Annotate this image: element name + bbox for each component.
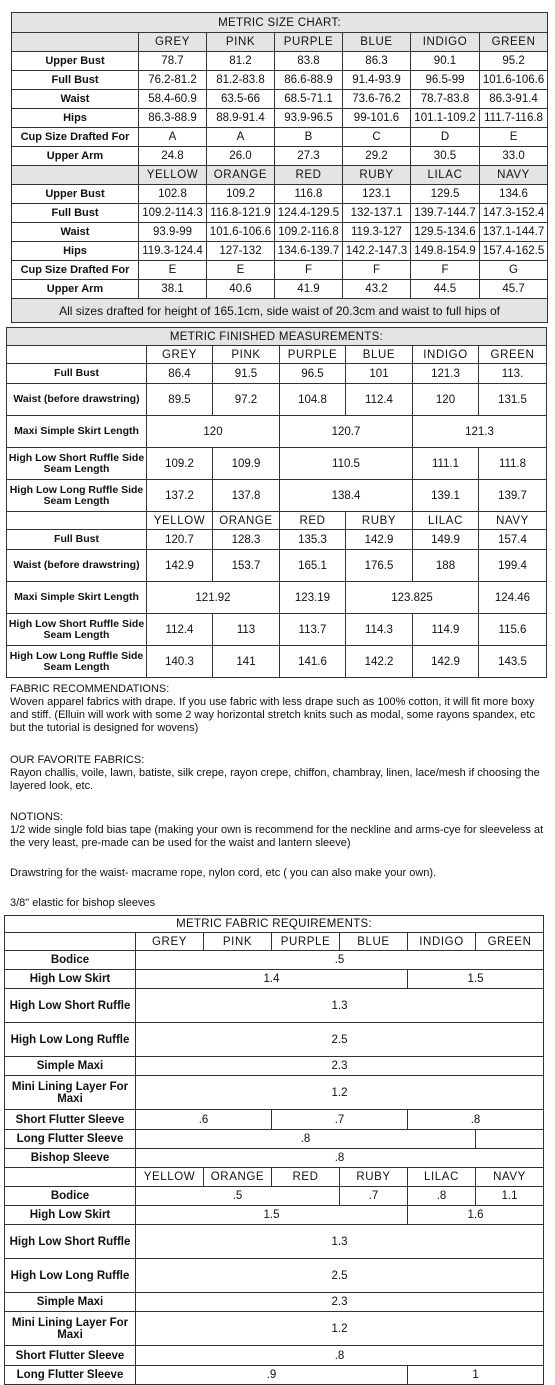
cell: 127-132 bbox=[207, 242, 275, 261]
cell: F bbox=[343, 261, 411, 280]
cell: 114.9 bbox=[413, 614, 479, 646]
cell: 44.5 bbox=[411, 280, 480, 299]
cell: 134.6 bbox=[480, 185, 548, 204]
cell: 149.8-154.9 bbox=[411, 242, 480, 261]
cell: 68.5-71.1 bbox=[275, 90, 343, 109]
cell: 120 bbox=[413, 384, 479, 416]
row-label: Mini Lining Layer For Maxi bbox=[5, 1312, 136, 1346]
cell: 139.7-144.7 bbox=[411, 204, 480, 223]
cell: .7 bbox=[272, 1110, 408, 1130]
row-label: Full Bust bbox=[7, 530, 147, 550]
cell: 147.3-152.4 bbox=[480, 204, 548, 223]
row-label: Maxi Simple Skirt Length bbox=[7, 416, 147, 448]
size-header: BLUE bbox=[343, 33, 411, 52]
size-header: PURPLE bbox=[272, 933, 340, 951]
size-header: ORANGE bbox=[207, 166, 275, 185]
cell: 140.3 bbox=[147, 646, 213, 678]
row-label: High Low Short Ruffle Side Seam Length bbox=[7, 614, 147, 646]
fabric-req-title: METRIC FABRIC REQUIREMENTS: bbox=[5, 916, 544, 933]
cell: 137.2 bbox=[147, 480, 213, 512]
cell: 91.4-93.9 bbox=[343, 71, 411, 90]
cell: 104.8 bbox=[280, 384, 346, 416]
size-header: RUBY bbox=[346, 512, 413, 530]
cell: 142.9 bbox=[147, 550, 213, 582]
row-label: Waist (before drawstring) bbox=[7, 384, 147, 416]
cell: 121.3 bbox=[413, 364, 479, 384]
cell: 45.7 bbox=[480, 280, 548, 299]
cell: 30.5 bbox=[411, 147, 480, 166]
cell: 1.3 bbox=[136, 989, 544, 1023]
row-label: High Low Short Ruffle bbox=[5, 989, 136, 1023]
cell: 135.3 bbox=[280, 530, 346, 550]
cell: 137.1-144.7 bbox=[480, 223, 548, 242]
row-label: Upper Bust bbox=[12, 185, 139, 204]
cell: 83.8 bbox=[275, 52, 343, 71]
cell: E bbox=[207, 261, 275, 280]
cell: 119.3-124.4 bbox=[139, 242, 207, 261]
cell: 112.4 bbox=[147, 614, 213, 646]
cell: 116.8-121.9 bbox=[207, 204, 275, 223]
cell: 88.9-91.4 bbox=[207, 109, 275, 128]
cell: 165.1 bbox=[280, 550, 346, 582]
cell: 1.3 bbox=[136, 1225, 544, 1259]
cell: 132-137.1 bbox=[343, 204, 411, 223]
cell: 102.8 bbox=[139, 185, 207, 204]
cell: 86.3-91.4 bbox=[480, 90, 548, 109]
cell: 90.1 bbox=[411, 52, 480, 71]
size-header: INDIGO bbox=[413, 346, 479, 364]
size-header: ORANGE bbox=[204, 1168, 272, 1187]
row-label: Full Bust bbox=[7, 364, 147, 384]
cell: 143.5 bbox=[479, 646, 547, 678]
cell: 89.5 bbox=[147, 384, 213, 416]
cell: 111.1 bbox=[413, 448, 479, 480]
size-header: INDIGO bbox=[411, 33, 480, 52]
cell: 123.825 bbox=[346, 582, 479, 614]
cell: .5 bbox=[136, 951, 544, 970]
cell: 199.4 bbox=[479, 550, 547, 582]
row-label: Full Bust bbox=[12, 204, 139, 223]
cell: 101.6-106.6 bbox=[207, 223, 275, 242]
cell: 81.2-83.8 bbox=[207, 71, 275, 90]
drawstring-note: Drawstring for the waist- macrame rope, nylon cord, etc ( you can also make your own). bbox=[10, 867, 437, 879]
cell: C bbox=[343, 128, 411, 147]
cell: 124.46 bbox=[479, 582, 547, 614]
size-header: RUBY bbox=[340, 1168, 408, 1187]
cell: A bbox=[139, 128, 207, 147]
row-label: High Low Long Ruffle bbox=[5, 1023, 136, 1057]
cell: 142.9 bbox=[346, 530, 413, 550]
cell: 101.6-106.6 bbox=[480, 71, 548, 90]
size-header: PINK bbox=[204, 933, 272, 951]
size-header: ORANGE bbox=[213, 512, 280, 530]
cell: 93.9-99 bbox=[139, 223, 207, 242]
row-label: Long Flutter Sleeve bbox=[5, 1366, 136, 1385]
header-blank bbox=[5, 1168, 136, 1187]
cell: 139.1 bbox=[413, 480, 479, 512]
cell: 110.5 bbox=[280, 448, 413, 480]
cell: E bbox=[139, 261, 207, 280]
row-label: High Low Long Ruffle bbox=[5, 1259, 136, 1293]
row-label: Cup Size Drafted For bbox=[12, 261, 139, 280]
cell: 120.7 bbox=[280, 416, 413, 448]
size-header: LILAC bbox=[408, 1168, 476, 1187]
cell: 157.4 bbox=[479, 530, 547, 550]
header-blank bbox=[7, 512, 147, 530]
elastic-note: 3/8" elastic for bishop sleeves bbox=[10, 897, 156, 909]
size-chart-table bbox=[11, 12, 548, 323]
cell: 1.5 bbox=[136, 1206, 408, 1225]
cell: 96.5-99 bbox=[411, 71, 480, 90]
cell: 120 bbox=[147, 416, 280, 448]
cell: 1.2 bbox=[136, 1312, 544, 1346]
notions-heading: NOTIONS: bbox=[10, 811, 64, 823]
row-label: Upper Arm bbox=[12, 147, 139, 166]
size-header: NAVY bbox=[480, 166, 548, 185]
cell: 115.6 bbox=[479, 614, 547, 646]
size-chart-note: All sizes drafted for height of 165.1cm, side waist of 20.3cm and waist to full hips of bbox=[12, 299, 548, 323]
cell: 96.5 bbox=[280, 364, 346, 384]
cell: 128.3 bbox=[213, 530, 280, 550]
cell: .8 bbox=[136, 1130, 476, 1149]
cell: 86.3 bbox=[343, 52, 411, 71]
cell: .5 bbox=[136, 1187, 340, 1206]
cell: 139.7 bbox=[479, 480, 547, 512]
cell: 73.6-76.2 bbox=[343, 90, 411, 109]
size-header: LILAC bbox=[413, 512, 479, 530]
cell: .8 bbox=[136, 1149, 544, 1168]
cell: 111.7-116.8 bbox=[480, 109, 548, 128]
row-label: Simple Maxi bbox=[5, 1057, 136, 1076]
cell: 113. bbox=[479, 364, 547, 384]
cell: G bbox=[480, 261, 548, 280]
cell: 86.4 bbox=[147, 364, 213, 384]
row-label: Mini Lining Layer For Maxi bbox=[5, 1076, 136, 1110]
header-blank bbox=[12, 33, 139, 52]
cell: 29.2 bbox=[343, 147, 411, 166]
row-label: Full Bust bbox=[12, 71, 139, 90]
cell: 2.3 bbox=[136, 1293, 544, 1312]
cell: .8 bbox=[408, 1110, 544, 1130]
row-label: Cup Size Drafted For bbox=[12, 128, 139, 147]
header-blank bbox=[12, 166, 139, 185]
cell: 121.92 bbox=[147, 582, 280, 614]
size-header: RED bbox=[280, 512, 346, 530]
cell: 120.7 bbox=[147, 530, 213, 550]
size-header: BLUE bbox=[346, 346, 413, 364]
size-header: RED bbox=[272, 1168, 340, 1187]
cell: D bbox=[411, 128, 480, 147]
row-label: High Low Short Ruffle bbox=[5, 1225, 136, 1259]
cell: 2.3 bbox=[136, 1057, 544, 1076]
favorite-body: Rayon challis, voile, lawn, batiste, silk crepe, rayon crepe, chiffon, chambray, linen, lace/mesh if choosing the layered look, etc. bbox=[10, 767, 540, 792]
cell: 149.9 bbox=[413, 530, 479, 550]
cell: 24.8 bbox=[139, 147, 207, 166]
cell: 121.3 bbox=[413, 416, 547, 448]
size-header: YELLOW bbox=[147, 512, 213, 530]
header-blank bbox=[5, 933, 136, 951]
fabric-body: Woven apparel fabrics with drape. If you use fabric with less drape such as 100% cotton, it will fit more boxy and stiff. (Elluin will work with some 2 way horizontal stretch knits such as modal, some rayons spandex, etc but the tutorial is designed for wovens) bbox=[10, 696, 535, 734]
row-label: Hips bbox=[12, 242, 139, 261]
cell: 78.7 bbox=[139, 52, 207, 71]
size-header: GREEN bbox=[479, 346, 547, 364]
size-header: INDIGO bbox=[408, 933, 476, 951]
cell: 176.5 bbox=[346, 550, 413, 582]
size-header: YELLOW bbox=[136, 1168, 204, 1187]
cell: 113 bbox=[213, 614, 280, 646]
cell: 26.0 bbox=[207, 147, 275, 166]
size-header: RUBY bbox=[343, 166, 411, 185]
row-label: Bishop Sleeve bbox=[5, 1149, 136, 1168]
cell: 119.3-127 bbox=[343, 223, 411, 242]
cell: 124.4-129.5 bbox=[275, 204, 343, 223]
cell: 114.3 bbox=[346, 614, 413, 646]
cell: 41.9 bbox=[275, 280, 343, 299]
cell: 141.6 bbox=[280, 646, 346, 678]
size-header: GREY bbox=[139, 33, 207, 52]
cell: E bbox=[480, 128, 548, 147]
size-header: GREY bbox=[147, 346, 213, 364]
row-label: High Low Skirt bbox=[5, 970, 136, 989]
cell: 142.2-147.3 bbox=[343, 242, 411, 261]
cell: 101 bbox=[346, 364, 413, 384]
cell: 134.6-139.7 bbox=[275, 242, 343, 261]
size-header: GREY bbox=[136, 933, 204, 951]
size-header: GREEN bbox=[480, 33, 548, 52]
row-label: Upper Arm bbox=[12, 280, 139, 299]
cell-empty bbox=[476, 1130, 544, 1149]
size-header: BLUE bbox=[340, 933, 408, 951]
cell: 123.19 bbox=[280, 582, 346, 614]
row-label: Long Flutter Sleeve bbox=[5, 1130, 136, 1149]
cell: 109.2-114.3 bbox=[139, 204, 207, 223]
cell: 109.2 bbox=[207, 185, 275, 204]
cell: 142.9 bbox=[413, 646, 479, 678]
cell: 142.2 bbox=[346, 646, 413, 678]
cell: 27.3 bbox=[275, 147, 343, 166]
row-label: High Low Skirt bbox=[5, 1206, 136, 1225]
cell: 123.1 bbox=[343, 185, 411, 204]
cell: 131.5 bbox=[479, 384, 547, 416]
cell: 76.2-81.2 bbox=[139, 71, 207, 90]
row-label: Simple Maxi bbox=[5, 1293, 136, 1312]
row-label: Hips bbox=[12, 109, 139, 128]
cell: 101.1-109.2 bbox=[411, 109, 480, 128]
cell: F bbox=[411, 261, 480, 280]
cell: 109.9 bbox=[213, 448, 280, 480]
cell: 141 bbox=[213, 646, 280, 678]
cell: 58.4-60.9 bbox=[139, 90, 207, 109]
cell: 91.5 bbox=[213, 364, 280, 384]
finished-title: METRIC FINISHED MEASUREMENTS: bbox=[7, 328, 547, 346]
cell: .7 bbox=[340, 1187, 408, 1206]
cell: 1.6 bbox=[408, 1206, 544, 1225]
cell: 1.4 bbox=[136, 970, 408, 989]
cell: 38.1 bbox=[139, 280, 207, 299]
size-header: PINK bbox=[207, 33, 275, 52]
cell: 116.8 bbox=[275, 185, 343, 204]
cell: 93.9-96.5 bbox=[275, 109, 343, 128]
cell: 1.5 bbox=[408, 970, 544, 989]
cell: 86.3-88.9 bbox=[139, 109, 207, 128]
row-label: Waist (before drawstring) bbox=[7, 550, 147, 582]
cell: 153.7 bbox=[213, 550, 280, 582]
cell: 137.8 bbox=[213, 480, 280, 512]
cell: B bbox=[275, 128, 343, 147]
cell: 2.5 bbox=[136, 1259, 544, 1293]
row-label: Upper Bust bbox=[12, 52, 139, 71]
cell: 40.6 bbox=[207, 280, 275, 299]
size-header: PURPLE bbox=[275, 33, 343, 52]
cell: 86.6-88.9 bbox=[275, 71, 343, 90]
cell: 99-101.6 bbox=[343, 109, 411, 128]
cell: 81.2 bbox=[207, 52, 275, 71]
size-chart-title: METRIC SIZE CHART: bbox=[12, 13, 548, 33]
row-label: High Low Short Ruffle Side Seam Length bbox=[7, 448, 147, 480]
cell: A bbox=[207, 128, 275, 147]
row-label: Maxi Simple Skirt Length bbox=[7, 582, 147, 614]
cell: 1.2 bbox=[136, 1076, 544, 1110]
cell: 109.2 bbox=[147, 448, 213, 480]
row-label: High Low Long Ruffle Side Seam Length bbox=[7, 480, 147, 512]
row-label: Short Flutter Sleeve bbox=[5, 1110, 136, 1130]
row-label: High Low Long Ruffle Side Seam Length bbox=[7, 646, 147, 678]
cell: 78.7-83.8 bbox=[411, 90, 480, 109]
cell: F bbox=[275, 261, 343, 280]
header-blank bbox=[7, 346, 147, 364]
cell: 95.2 bbox=[480, 52, 548, 71]
cell: 97.2 bbox=[213, 384, 280, 416]
row-label: Waist bbox=[12, 90, 139, 109]
size-header: NAVY bbox=[479, 512, 547, 530]
cell: 111.8 bbox=[479, 448, 547, 480]
cell: 188 bbox=[413, 550, 479, 582]
size-header: LILAC bbox=[411, 166, 480, 185]
size-header: PURPLE bbox=[280, 346, 346, 364]
cell: .8 bbox=[136, 1346, 544, 1366]
row-label: Waist bbox=[12, 223, 139, 242]
row-label: Bodice bbox=[5, 1187, 136, 1206]
cell: .6 bbox=[136, 1110, 272, 1130]
cell: 43.2 bbox=[343, 280, 411, 299]
size-header: RED bbox=[275, 166, 343, 185]
finished-measurements-table bbox=[6, 327, 547, 678]
notions-body: 1/2 wide single fold bias tape (making your own is recommend for the neckline and arms-cye for sleeveless at the very least, pre-made can be used for the waist and lantern sleeve) bbox=[10, 824, 544, 849]
cell: 1 bbox=[408, 1366, 544, 1385]
cell: .9 bbox=[136, 1366, 408, 1385]
cell: 112.4 bbox=[346, 384, 413, 416]
row-label: Bodice bbox=[5, 951, 136, 970]
size-header: GREEN bbox=[476, 933, 544, 951]
cell: 33.0 bbox=[480, 147, 548, 166]
size-header: YELLOW bbox=[139, 166, 207, 185]
cell: 63.5-66 bbox=[207, 90, 275, 109]
size-header: PINK bbox=[213, 346, 280, 364]
cell: 129.5-134.6 bbox=[411, 223, 480, 242]
row-label: Short Flutter Sleeve bbox=[5, 1346, 136, 1366]
cell: 1.1 bbox=[476, 1187, 544, 1206]
fabric-heading: FABRIC RECOMMENDATIONS: bbox=[10, 683, 170, 695]
cell: .8 bbox=[408, 1187, 476, 1206]
favorite-heading: OUR FAVORITE FABRICS: bbox=[10, 754, 145, 766]
cell: 109.2-116.8 bbox=[275, 223, 343, 242]
cell: 129.5 bbox=[411, 185, 480, 204]
cell: 2.5 bbox=[136, 1023, 544, 1057]
cell: 157.4-162.5 bbox=[480, 242, 548, 261]
size-header: NAVY bbox=[476, 1168, 544, 1187]
fabric-requirements-table bbox=[4, 915, 544, 1385]
cell: 113.7 bbox=[280, 614, 346, 646]
cell: 138.4 bbox=[280, 480, 413, 512]
